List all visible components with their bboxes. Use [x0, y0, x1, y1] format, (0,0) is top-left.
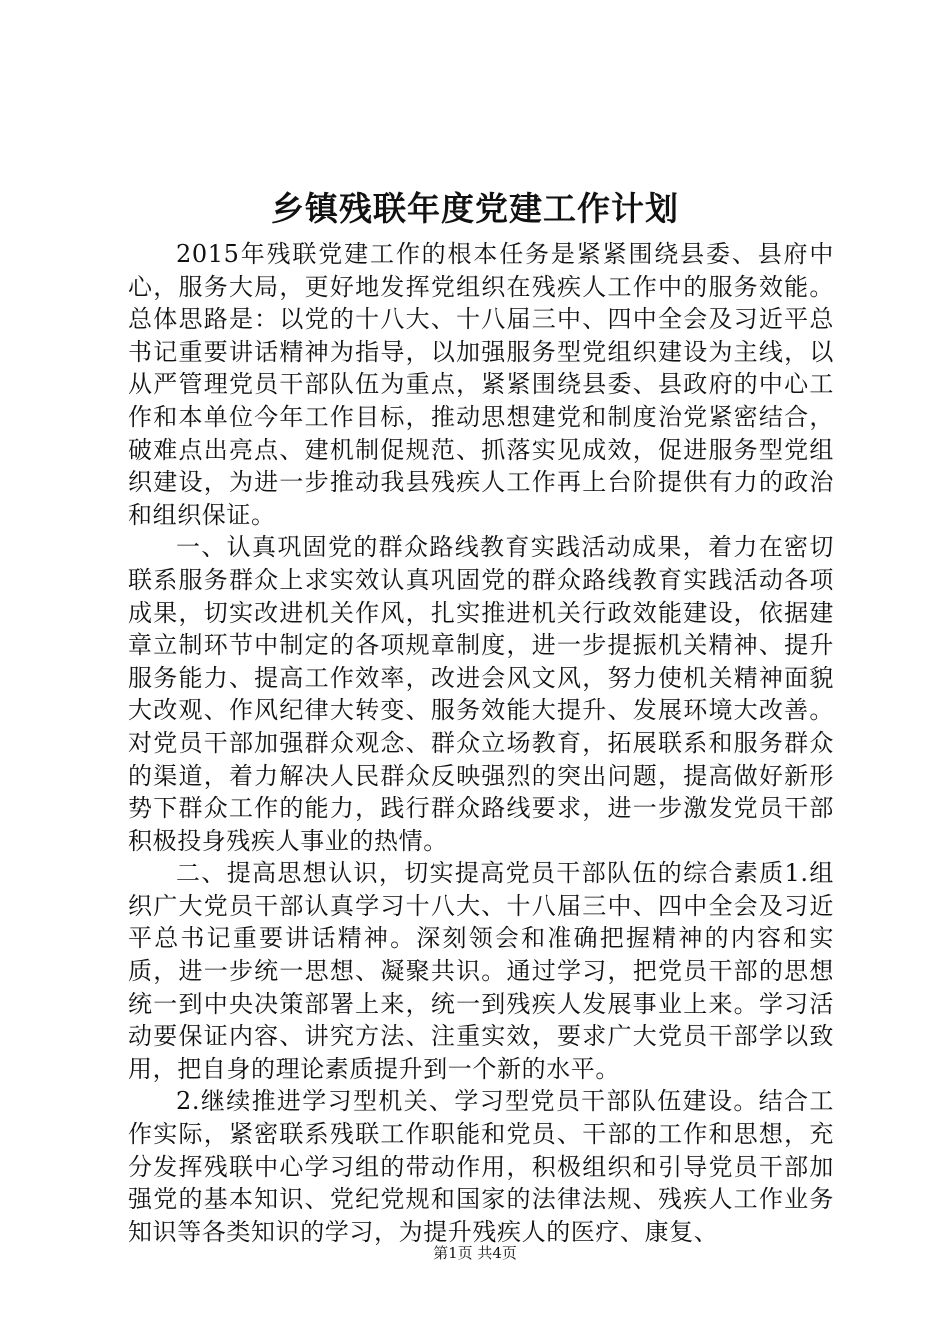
page-footer: 第1页 共4页 [433, 1244, 517, 1262]
paragraph-section-two: 二、提高思想认识，切实提高党员干部队伍的综合素质1.组织广大党员干部认真学习十八大、十八届三中、四中全会及习近平总书记重要讲话精神。深刻领会和准确把握精神的内容和实质，进一步统一思想、凝聚共识。通过学习，把党员干部的思想统一到中央决策部署上来，统一到残疾人发展事业上来。学习活动要保证内容、讲究方法、注重实效，要求广大党员干部学以致用，把自身的理论素质提升到一个新的水平。 [128, 859, 834, 1083]
document-body [128, 238, 834, 1248]
document-title: 乡镇残联年度党建工作计划 [271, 189, 679, 228]
paragraph-section-one: 一、认真巩固党的群众路线教育实践活动成果，着力在密切联系服务群众上求实效认真巩固党的群众路线教育实践活动各项成果，切实改进机关作风，扎实推进机关行政效能建设，依据建章立制环节中制定的各项规章制度，进一步提振机关精神、提升服务能力、提高工作效率，改进会风文风，努力使机关精神面貌大改观、作风纪律大转变、服务效能大提升、发展环境大改善。对党员干部加强群众观念、群众立场教育，拓展联系和服务群众的渠道，着力解决人民群众反映强烈的突出问题，提高做好新形势下群众工作的能力，践行群众路线要求，进一步激发党员干部积极投身残疾人事业的热情。 [128, 533, 834, 855]
paragraph-item-two: 2.继续推进学习型机关、学习型党员干部队伍建设。结合工作实际，紧密联系残联工作职能和党员、干部的工作和思想，充分发挥残联中心学习组的带动作用，积极组织和引导党员干部加强党的基本知识、党纪党规和国家的法律法规、残疾人工作业务知识等各类知识的学习，为提升残疾人的医疗、康复、 [128, 1087, 834, 1246]
paragraph-intro: 2015年残联党建工作的根本任务是紧紧围绕县委、县府中心，服务大局，更好地发挥党组织在残疾人工作中的服务效能。总体思路是：以党的十八大、十八届三中、四中全会及习近平总书记重要讲话精神为指导，以加强服务型党组织建设为主线，以从严管理党员干部队伍为重点，紧紧围绕县委、县政府的中心工作和本单位今年工作目标，推动思想建党和制度治党紧密结合，破难点出亮点、建机制促规范、抓落实见成效，促进服务型党组织建设，为进一步推动我县残疾人工作再上台阶提供有力的政治和组织保证。 [128, 240, 834, 529]
